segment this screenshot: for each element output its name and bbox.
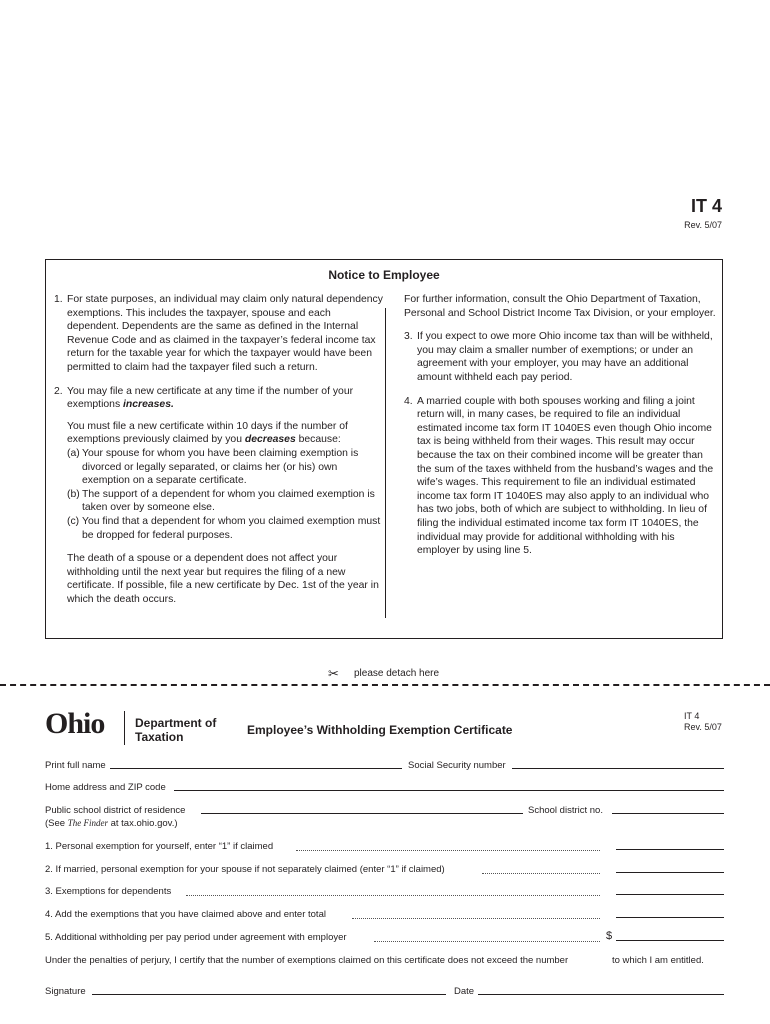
detach-label: please detach here [354, 668, 440, 679]
item-number: 1. [54, 294, 63, 305]
item-text: If you expect to owe more Ohio income tax than will be withheld, you may claim a smaller number of exemptions; or under an agreement with your employer, you may have an additional amount withheld each pay period. [417, 331, 713, 383]
line-3-label: 3. Exemptions for dependents [45, 886, 172, 897]
item-number: 2. [54, 385, 63, 397]
address-label: Home address and ZIP code [45, 782, 166, 793]
item-text: For state purposes, an individual may claim only natural dependency exemptions. This includes the taxpayer, spouse and each dependent. Dependents are the same as defined in the Internal Revenue Code and as claimed in the taxpayer’s federal income tax return for the taxable year for which the taxpayer would have been permitted to claim had the taxpayer filed such a return. [67, 294, 383, 373]
sub-item-a [67, 447, 384, 488]
line-4-label: 4. Add the exemptions that you have claimed above and enter total [45, 909, 326, 920]
emphasis-decreases: decreases [244, 434, 296, 446]
date-label: Date [454, 986, 475, 997]
school-district-no-label: School district no. [528, 805, 603, 816]
logo-divider [124, 711, 125, 745]
certificate-title: Employee’s Withholding Exemption Certificate [247, 723, 513, 737]
school-district-no-field[interactable] [612, 813, 724, 814]
item-number: 4. [404, 395, 413, 407]
signature-field[interactable] [92, 994, 446, 995]
line-5-field[interactable] [616, 940, 724, 941]
line-1-field[interactable] [616, 849, 724, 850]
form-revision: Rev. 5/07 [684, 220, 722, 230]
item-text: You may file a new certificate at any time if the number of your exemptions [67, 385, 354, 411]
item-text: A married couple with both spouses working and filing a joint return will, in many cases, be required to file an individual estimated income tax form IT 1040ES even though Ohio income tax is being withheld from their wages. This result may occur because the tax on their combined income will be greater than the sum of the taxes withheld from the husband’s wages and the wife’s wages. This requirement to file an individual estimated income tax form IT 1040ES may also apply to an individual who has two jobs, both of which are subject to withholding. In lieu of filing the individual estimated income tax form IT 1040ES, the individual may provide for additional withholding with his employer by using line 5. [417, 395, 714, 557]
the-finder-link[interactable]: The Finder [67, 818, 108, 828]
form-id: IT 4 [690, 196, 722, 216]
leader-dots [374, 941, 600, 942]
sub-text: Your spouse for whom you have been claiming exemption is divorced or legally separated, or claims her (or his) own exemption on a separate certificate. [82, 447, 359, 487]
line-3-field[interactable] [616, 894, 724, 895]
notice-right-column [404, 293, 716, 558]
see-prefix: (See [45, 818, 66, 829]
notice-item-4 [404, 395, 716, 558]
perjury-statement: Under the penalties of perjury, I certify that the number of exemptions claimed on this certificate does not exceed the number [45, 955, 569, 966]
certificate-form-id: IT 4 [684, 711, 700, 721]
item-text: The death of a spouse or a dependent does not affect your withholding until the next year but requires the filing of a new certificate. If possible, file a new certificate by Dec. 1st of the year in which the death occurs. [67, 553, 379, 605]
scissors-icon: ✂ [328, 666, 339, 681]
item-number: 3. [404, 331, 413, 343]
column-divider [385, 308, 386, 618]
further-info-text: For further information, consult the Ohio Department of Taxation, Personal and School District Income Tax Division, or your employer. [404, 294, 716, 319]
see-finder-note [45, 818, 178, 829]
address-field[interactable] [174, 790, 724, 791]
sub-item-b [67, 488, 384, 515]
sub-label: (b) [67, 488, 80, 500]
leader-dots [296, 850, 600, 851]
emphasis-increases: increases. [123, 399, 174, 411]
sub-text: You find that a dependent for whom you claimed exemption must be dropped for federal purposes. [82, 515, 381, 541]
item-text: because: [298, 434, 341, 446]
sub-label: (c) [67, 515, 80, 527]
detach-dashed-line [0, 684, 770, 686]
date-field[interactable] [478, 994, 724, 995]
department-name: Department of [135, 716, 217, 730]
line-2-label: 2. If married, personal exemption for your spouse if not separately claimed (enter “1” if claimed) [45, 864, 445, 875]
ohio-logo: Ohio [45, 707, 105, 740]
school-district-label: Public school district of residence [45, 805, 186, 816]
print-name-label: Print full name [45, 760, 106, 771]
notice-item-1 [54, 293, 384, 375]
dollar-sign: $ [606, 930, 613, 942]
item-text: You must file a new certificate within 10 days if the number of exemptions previously claimed by you [67, 420, 348, 446]
line-2-field[interactable] [616, 872, 724, 873]
sub-item-c [67, 515, 384, 542]
notice-left-column [54, 293, 384, 606]
line-5-label: 5. Additional withholding per pay period under agreement with employer [45, 932, 347, 943]
see-suffix: at tax.ohio.gov.) [110, 818, 178, 829]
sub-label: (a) [67, 447, 80, 459]
certificate-revision: Rev. 5/07 [684, 722, 722, 732]
ssn-field[interactable] [512, 768, 724, 769]
line-1-label: 1. Personal exemption for yourself, enter “1” if claimed [45, 841, 274, 852]
ssn-label: Social Security number [408, 760, 506, 771]
leader-dots [482, 873, 600, 874]
signature-label: Signature [45, 986, 86, 997]
school-district-field[interactable] [201, 813, 523, 814]
notice-item-2 [54, 385, 384, 607]
line-4-field[interactable] [616, 917, 724, 918]
notice-box [45, 259, 723, 639]
leader-dots [186, 895, 600, 896]
department-name: Taxation [135, 730, 184, 744]
print-name-field[interactable] [110, 768, 402, 769]
notice-item-3 [404, 330, 716, 384]
sub-text: The support of a dependent for whom you claimed exemption is taken over by someone else. [82, 488, 375, 514]
leader-dots [352, 918, 600, 919]
perjury-statement-end: to which I am entitled. [612, 955, 704, 966]
notice-title: Notice to Employee [328, 268, 440, 282]
